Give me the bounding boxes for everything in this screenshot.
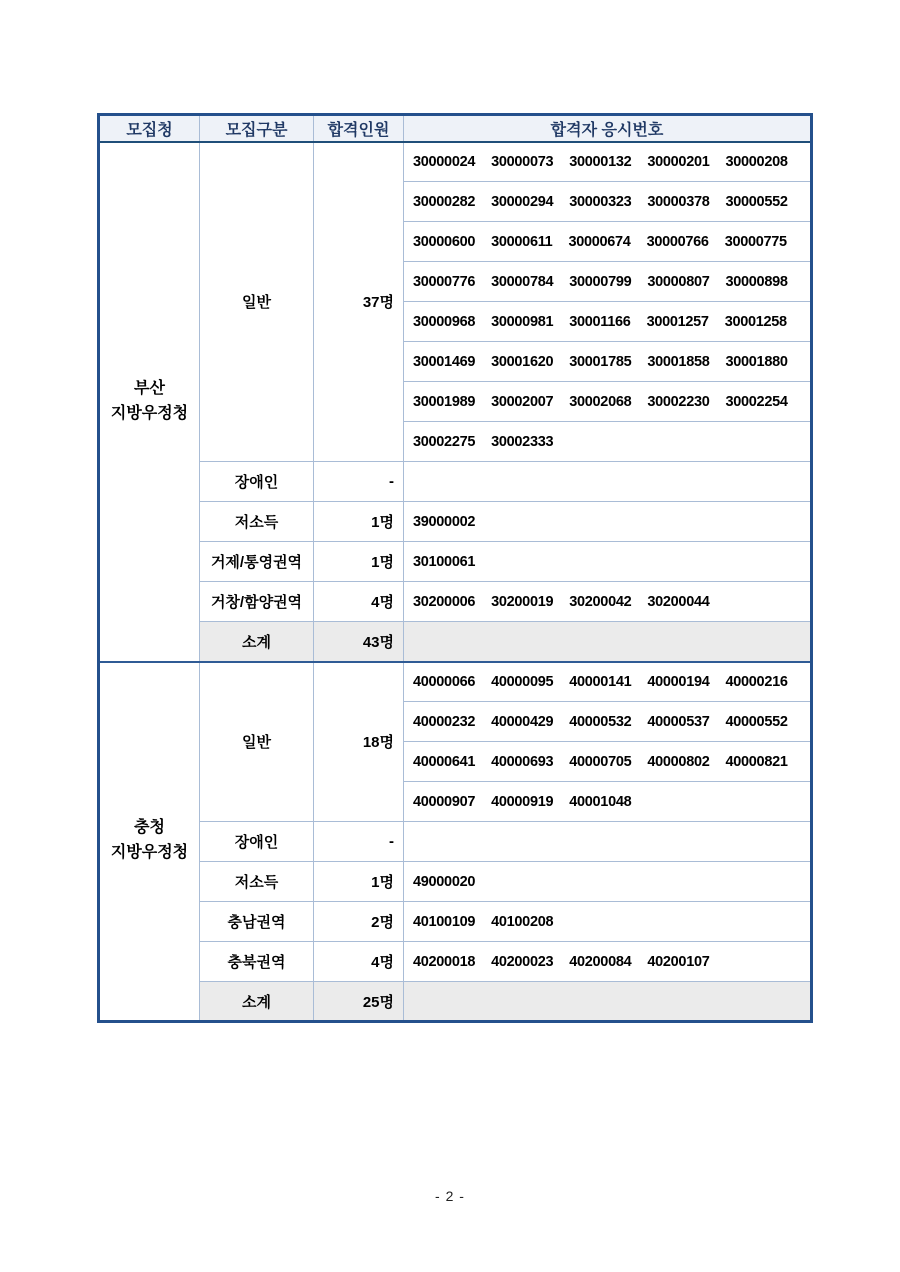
- applicant-number: 30000132: [569, 153, 632, 170]
- applicant-number: 40200107: [647, 953, 710, 970]
- group-label: 저소득: [200, 862, 314, 902]
- applicant-number: 40200023: [491, 953, 554, 970]
- agency-cell-busan: [99, 142, 200, 662]
- applicant-number: 40000141: [569, 673, 632, 690]
- group-label: 장애인: [200, 822, 314, 862]
- numbers-cell: [404, 422, 812, 462]
- applicant-number: 30000611: [491, 233, 553, 250]
- applicant-number: 30001166: [569, 313, 631, 330]
- applicant-number: 30001880: [725, 353, 788, 370]
- applicant-number: 30100061: [413, 553, 476, 570]
- table-row: [99, 902, 812, 942]
- numbers-cell: [404, 502, 812, 542]
- agency-line: 지방우정청: [110, 404, 189, 422]
- applicant-number: 40000532: [569, 713, 632, 730]
- header-category: 모집구분: [200, 115, 314, 142]
- applicant-number: 40200018: [413, 953, 476, 970]
- applicant-number: 40000641: [413, 753, 476, 770]
- numbers-cell: [404, 782, 812, 822]
- group-label: 장애인: [200, 462, 314, 502]
- applicant-number: 30000552: [725, 193, 788, 210]
- subtotal-row: [99, 622, 812, 662]
- applicant-number: 30002275: [413, 433, 476, 450]
- applicant-number: 40000066: [413, 673, 476, 690]
- applicant-number: 30002007: [491, 393, 554, 410]
- applicant-number: 30002254: [725, 393, 788, 410]
- page-number: - 2 -: [435, 1188, 465, 1204]
- numbers-cell: [404, 582, 812, 622]
- group-count: 1명: [314, 502, 404, 542]
- applicant-number: 40000693: [491, 753, 554, 770]
- group-label: 거창/함양권역: [200, 582, 314, 622]
- numbers-cell: [404, 342, 812, 382]
- applicant-number: 30002230: [647, 393, 710, 410]
- group-label: 저소득: [200, 502, 314, 542]
- applicant-number: 30000799: [569, 273, 632, 290]
- applicant-number: 40000919: [491, 793, 554, 810]
- applicant-number: 40000095: [491, 673, 554, 690]
- agency-line: 지방우정청: [110, 844, 189, 862]
- numbers-cell: [404, 822, 812, 862]
- applicant-number: 30001785: [569, 353, 632, 370]
- group-count: 4명: [314, 582, 404, 622]
- applicant-number: 39000002: [413, 513, 476, 530]
- numbers-cell: [404, 742, 812, 782]
- applicant-number: 30000776: [413, 273, 476, 290]
- applicant-number: 30001989: [413, 393, 476, 410]
- table-row: [99, 542, 812, 582]
- applicant-number: 30000294: [491, 193, 554, 210]
- numbers-cell: [404, 462, 812, 502]
- group-count: 1명: [314, 542, 404, 582]
- numbers-cell: [404, 862, 812, 902]
- table-row: [99, 462, 812, 502]
- group-label: 충남권역: [200, 902, 314, 942]
- applicant-number: 40000537: [647, 713, 710, 730]
- applicant-number: 40000705: [569, 753, 632, 770]
- applicant-number: 30000024: [413, 153, 476, 170]
- applicant-number: 30200006: [413, 593, 476, 610]
- numbers-cell: [404, 982, 812, 1022]
- applicant-number: 30000208: [725, 153, 788, 170]
- agency-cell-chungcheong: [99, 662, 200, 1022]
- applicant-number: 40100208: [491, 913, 554, 930]
- applicant-number: 30002068: [569, 393, 632, 410]
- numbers-cell: [404, 302, 812, 342]
- group-label: 거제/통영권역: [200, 542, 314, 582]
- applicant-number: 30001257: [646, 313, 709, 330]
- group-count: -: [314, 822, 404, 862]
- applicant-number: 30200042: [569, 593, 632, 610]
- numbers-cell: [404, 262, 812, 302]
- table-row: [99, 142, 812, 182]
- applicant-number: 30000201: [647, 153, 710, 170]
- group-count: 18명: [314, 662, 404, 822]
- table-row: [99, 582, 812, 622]
- pass-list-table: [97, 113, 813, 1023]
- numbers-cell: [404, 222, 812, 262]
- applicant-number: 30200019: [491, 593, 554, 610]
- numbers-cell: [404, 902, 812, 942]
- applicant-number: 30000968: [413, 313, 476, 330]
- numbers-cell: [404, 942, 812, 982]
- applicant-number: 30000766: [646, 233, 709, 250]
- applicant-number: 40000429: [491, 713, 554, 730]
- table-header-row: [99, 115, 812, 142]
- header-agency: 모집청: [99, 115, 200, 142]
- subtotal-count: 43명: [314, 622, 404, 662]
- applicant-number: 40000552: [725, 713, 788, 730]
- group-count: 37명: [314, 142, 404, 462]
- applicant-number: 30001620: [491, 353, 554, 370]
- applicant-number: 30000073: [491, 153, 554, 170]
- applicant-number: 30001469: [413, 353, 476, 370]
- applicant-number: 30000378: [647, 193, 710, 210]
- group-count: 4명: [314, 942, 404, 982]
- subtotal-row: [99, 982, 812, 1022]
- table-row: [99, 942, 812, 982]
- table-row: [99, 862, 812, 902]
- applicant-number: 30000981: [491, 313, 554, 330]
- numbers-cell: [404, 702, 812, 742]
- applicant-number: 30000600: [413, 233, 476, 250]
- applicant-number: 40100109: [413, 913, 476, 930]
- applicant-number: 40000194: [647, 673, 710, 690]
- applicant-number: 30001858: [647, 353, 710, 370]
- group-label: 일반: [200, 662, 314, 822]
- subtotal-count: 25명: [314, 982, 404, 1022]
- applicant-number: 40001048: [569, 793, 632, 810]
- applicant-number: 30200044: [647, 593, 710, 610]
- applicant-number: 30000282: [413, 193, 476, 210]
- applicant-number: 30002333: [491, 433, 554, 450]
- numbers-cell: [404, 182, 812, 222]
- applicant-number: 40000216: [725, 673, 788, 690]
- applicant-number: 30000898: [725, 273, 788, 290]
- applicant-number: 49000020: [413, 873, 476, 890]
- agency-line: 부산: [134, 379, 165, 397]
- table-row: [99, 502, 812, 542]
- numbers-cell: [404, 662, 812, 702]
- numbers-cell: [404, 622, 812, 662]
- applicant-number: 30000775: [724, 233, 787, 250]
- table-row: [99, 822, 812, 862]
- group-label: 충북권역: [200, 942, 314, 982]
- applicant-number: 30001258: [724, 313, 787, 330]
- numbers-cell: [404, 382, 812, 422]
- subtotal-label: 소계: [200, 982, 314, 1022]
- applicant-number: 30000323: [569, 193, 632, 210]
- header-count: 합격인원: [314, 115, 404, 142]
- header-applicant-numbers: 합격자 응시번호: [404, 115, 812, 142]
- applicant-number: 30000784: [491, 273, 554, 290]
- agency-line: 충청: [134, 819, 165, 837]
- applicant-number: 30000674: [568, 233, 631, 250]
- numbers-cell: [404, 542, 812, 582]
- subtotal-label: 소계: [200, 622, 314, 662]
- group-count: -: [314, 462, 404, 502]
- applicant-number: 40000232: [413, 713, 476, 730]
- applicant-number: 30000807: [647, 273, 710, 290]
- applicant-number: 40000907: [413, 793, 476, 810]
- applicant-number: 40000802: [647, 753, 710, 770]
- table-row: [99, 662, 812, 702]
- applicant-number: 40200084: [569, 953, 632, 970]
- applicant-number: 40000821: [725, 753, 788, 770]
- group-count: 1명: [314, 862, 404, 902]
- numbers-cell: [404, 142, 812, 182]
- group-label: 일반: [200, 142, 314, 462]
- group-count: 2명: [314, 902, 404, 942]
